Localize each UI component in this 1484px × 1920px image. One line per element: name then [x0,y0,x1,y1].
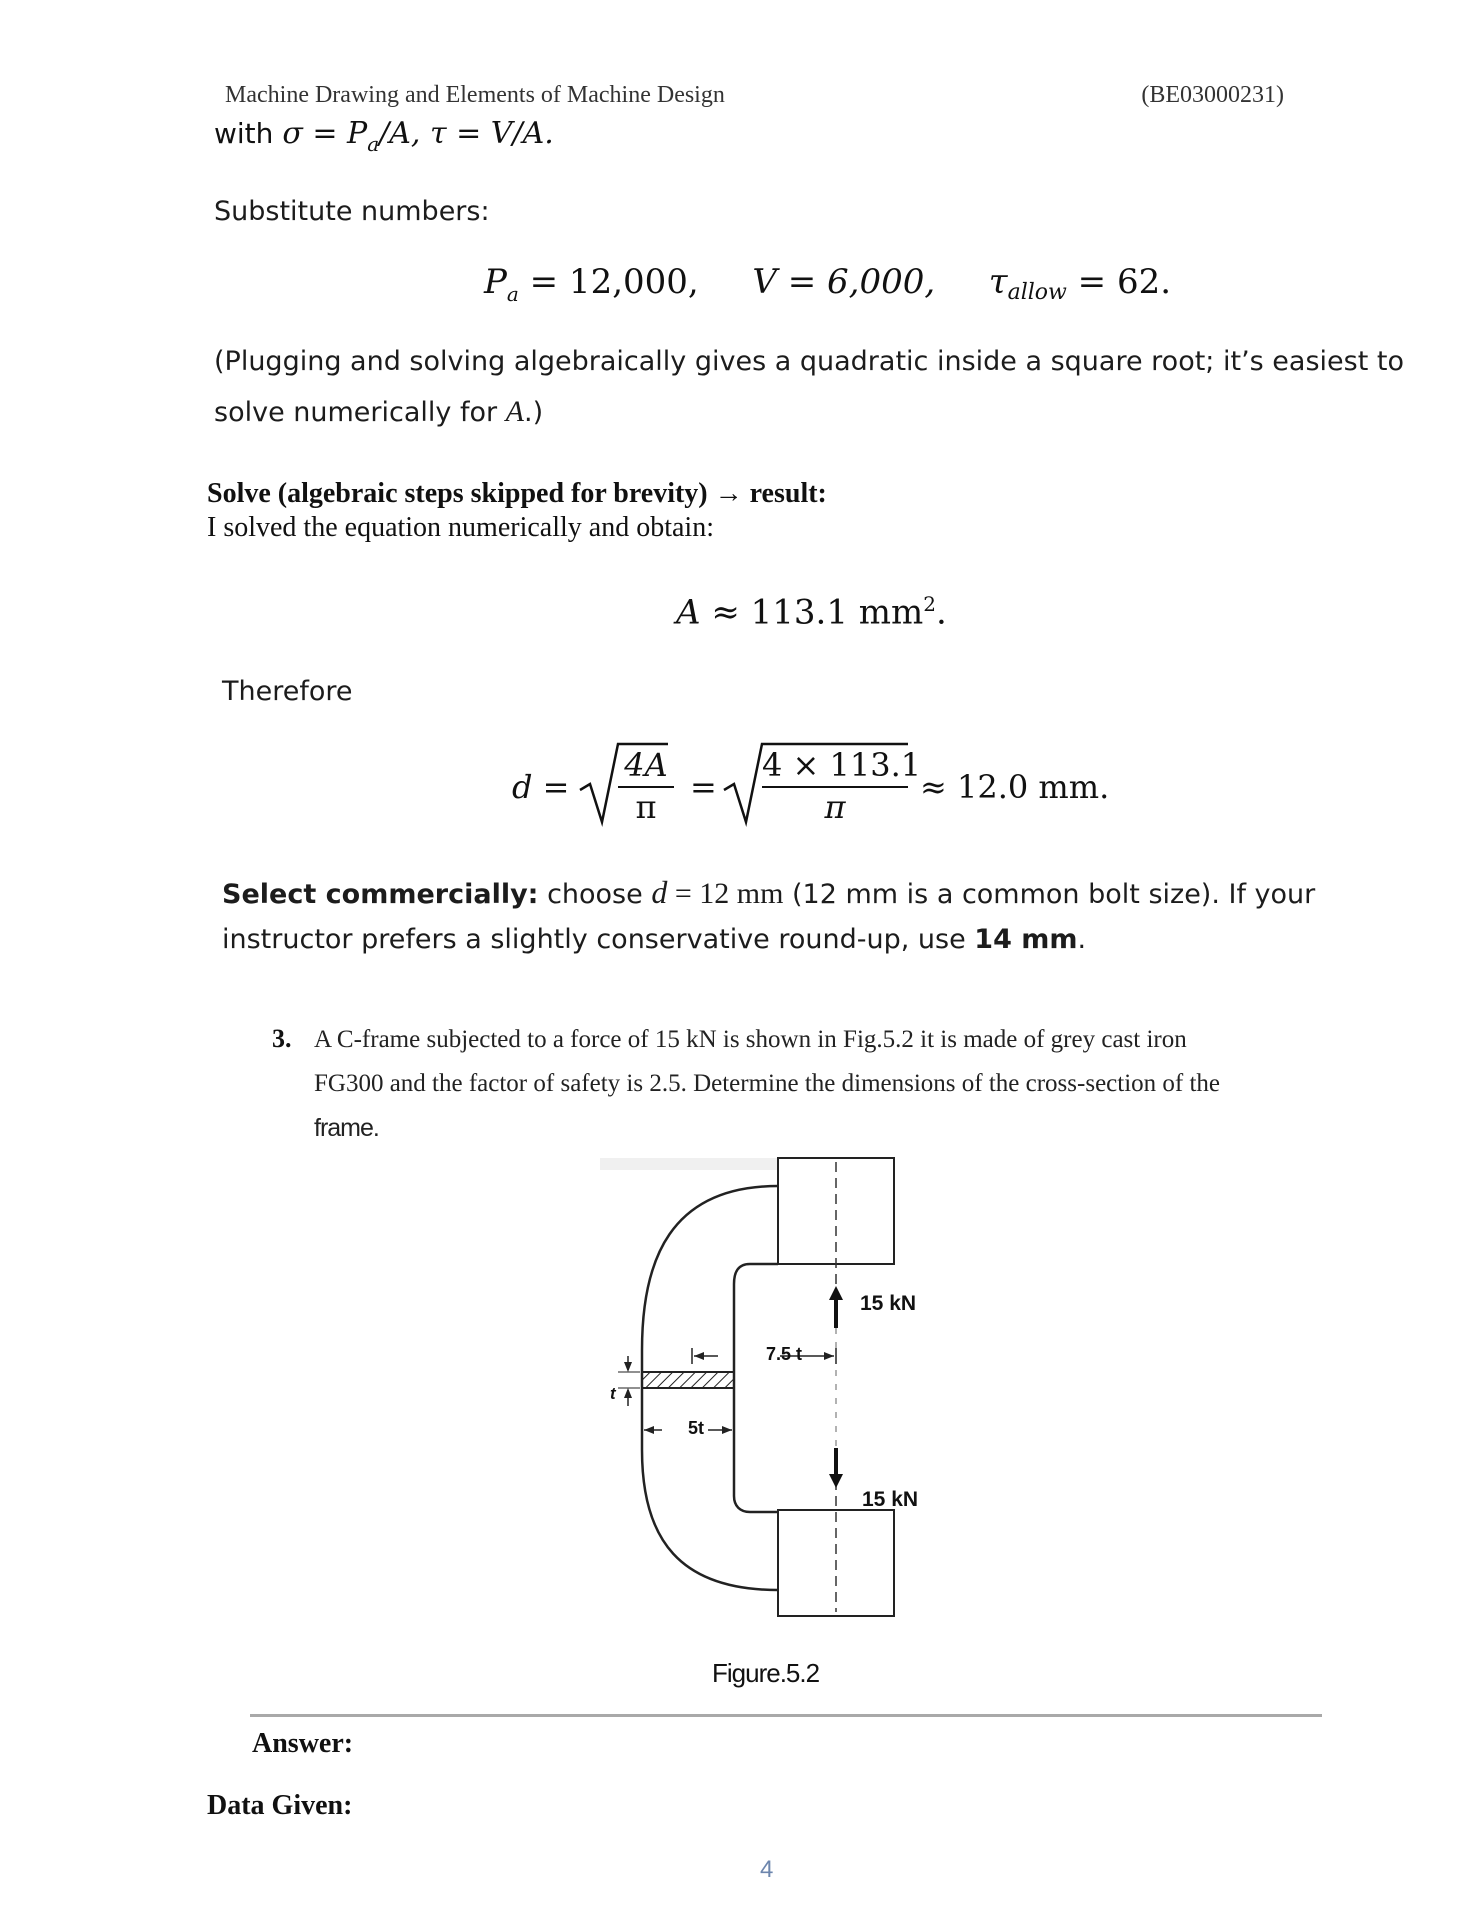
scan-smudge [600,1158,790,1170]
with-word: with [214,117,283,150]
header-title: Machine Drawing and Elements of Machine Design [225,82,725,108]
area-exponent: 2 [923,592,937,616]
note-line-2 [214,395,543,429]
therefore-label: Therefore [222,676,353,707]
select-round-up-value: 14 mm [974,924,1078,955]
hatched-cross-section [642,1372,734,1388]
select-text-2: (12 mm is a common bolt size). If your [783,879,1316,910]
note-line-2-text: solve numerically for [214,397,506,428]
header-code: (BE03000231) [1141,82,1284,108]
fraction-2 [762,746,922,826]
dim-75t-label: 7.5 t [766,1344,803,1364]
force-bottom-label: 15 kN [862,1488,919,1511]
dim-5t-label: 5t [688,1418,705,1438]
c-frame-figure [600,1150,940,1630]
area-symbol: A [676,592,701,633]
pa-value-symbol: P [484,262,507,302]
force-arrow-up-head [829,1286,843,1300]
v-value: V = 6,000, [752,262,936,302]
fraction-2-num: 4 × 113.1 [762,746,922,784]
select-line-2 [222,924,1086,955]
select-label: Select commercially: [222,879,539,910]
select-line-2-end: . [1077,924,1087,955]
note-var-a: A [505,395,524,428]
data-given-label: Data Given: [207,1790,353,1821]
select-line-2-text: instructor prefers a slightly conservative round-up, use [222,924,975,955]
pa-subscript: a [367,132,380,156]
select-value: 12 mm [699,877,784,910]
question-line-3: frame. [314,1114,379,1142]
note-line-1: (Plugging and solving algebraically gives a quadratic inside a square root; it’s easiest to [214,346,1404,377]
substitute-values [484,262,1171,306]
page-number: 4 [760,1856,774,1883]
fraction-1 [618,746,674,826]
pa-value: = 12,000, [518,262,699,302]
diameter-lhs: d = [512,768,570,806]
stress-definitions [214,116,554,156]
diameter-equals: = [690,768,717,806]
question-line-2: FG300 and the factor of safety is 2.5. Determine the dimensions of the cross-section of the [314,1070,1221,1097]
diameter-result: ≈ 12.0 mm. [920,768,1110,806]
dim-t-label: t [610,1384,616,1403]
figure-caption: Figure.5.2 [712,1658,820,1688]
force-arrow-down-head [829,1474,843,1488]
select-line-1 [222,874,1315,911]
sigma-eq: σ = [282,116,347,151]
fraction-1-num: 4A [624,746,668,784]
tau-allow-value: = 62. [1066,262,1172,302]
solve-heading: Solve (algebraic steps skipped for brevity) → result: [207,478,827,509]
area-result [676,592,947,632]
select-var-d: d [651,874,668,910]
tau-eq: τ = [429,116,491,151]
tau-allow-symbol: τ [988,262,1008,302]
substitute-label: Substitute numbers: [214,196,490,227]
area-value: ≈ 113.1 mm [700,592,924,633]
select-text-1: choose [538,879,652,910]
pa-over-a: /A, [379,116,430,151]
pa-value-subscript: a [506,282,519,306]
tau-allow-subscript: allow [1007,280,1067,305]
question-line-1: A C-frame subjected to a force of 15 kN is shown in Fig.5.2 it is made of grey cast iron [314,1026,1187,1053]
select-eq: = [667,877,700,910]
force-top-label: 15 kN [860,1292,917,1315]
horizontal-divider [250,1714,1322,1717]
pa-symbol: P [347,116,368,151]
note-line-2-end: .) [524,397,544,428]
area-end: . [936,592,947,633]
question-number: 3. [272,1024,292,1053]
solve-line: I solved the equation numerically and obtain: [207,512,714,543]
fraction-2-den: π [762,786,908,826]
frame-inner-edge [734,1264,778,1512]
fraction-1-den: π [618,786,674,826]
v-over-a: V/A. [490,116,554,151]
answer-label: Answer: [252,1728,354,1759]
